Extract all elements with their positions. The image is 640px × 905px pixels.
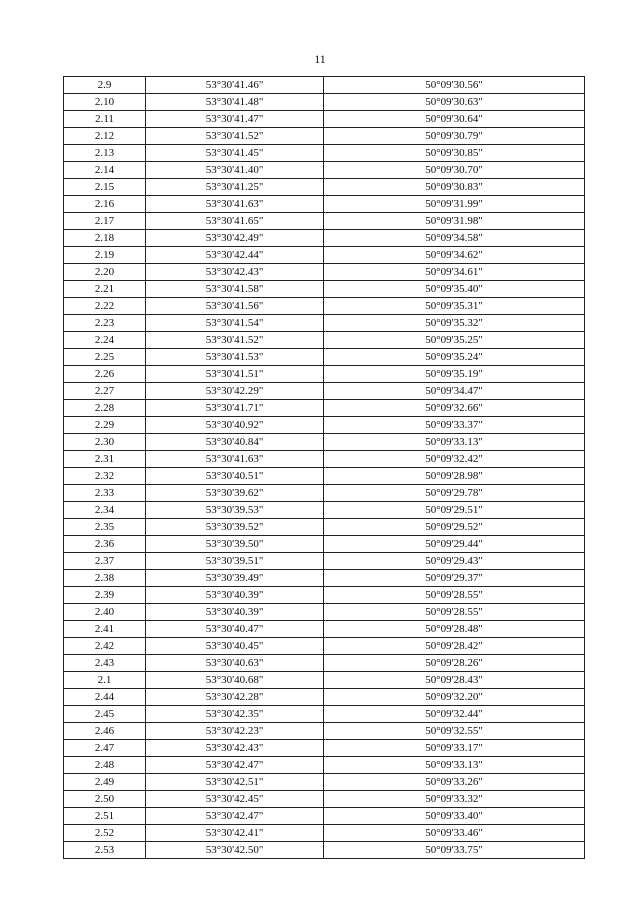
point-number-cell: 2.41: [64, 621, 146, 638]
table-row: [64, 196, 585, 213]
latitude-cell: 53°30'41.40": [146, 162, 324, 179]
point-number-cell: 2.35: [64, 519, 146, 536]
point-number-cell: 2.40: [64, 604, 146, 621]
longitude-cell: 50°09'35.19": [324, 366, 585, 383]
table-row: [64, 842, 585, 859]
table-row: [64, 145, 585, 162]
latitude-cell: 53°30'40.39": [146, 587, 324, 604]
longitude-cell: 50°09'30.56": [324, 77, 585, 94]
point-number-cell: 2.12: [64, 128, 146, 145]
latitude-cell: 53°30'41.45": [146, 145, 324, 162]
point-number-cell: 2.34: [64, 502, 146, 519]
point-number-cell: 2.26: [64, 366, 146, 383]
table-row: [64, 604, 585, 621]
longitude-cell: 50°09'30.85": [324, 145, 585, 162]
latitude-cell: 53°30'41.53": [146, 349, 324, 366]
table-row: [64, 315, 585, 332]
latitude-cell: 53°30'41.52": [146, 332, 324, 349]
point-number-cell: 2.15: [64, 179, 146, 196]
table-row: [64, 451, 585, 468]
longitude-cell: 50°09'33.75": [324, 842, 585, 859]
point-number-cell: 2.51: [64, 808, 146, 825]
longitude-cell: 50°09'35.32": [324, 315, 585, 332]
latitude-cell: 53°30'41.47": [146, 111, 324, 128]
latitude-cell: 53°30'39.62": [146, 485, 324, 502]
longitude-cell: 50°09'29.43": [324, 553, 585, 570]
table-row: [64, 774, 585, 791]
latitude-cell: 53°30'40.45": [146, 638, 324, 655]
point-number-cell: 2.32: [64, 468, 146, 485]
longitude-cell: 50°09'31.98": [324, 213, 585, 230]
coordinates-table-body: [64, 77, 585, 859]
latitude-cell: 53°30'39.53": [146, 502, 324, 519]
point-number-cell: 2.14: [64, 162, 146, 179]
point-number-cell: 2.38: [64, 570, 146, 587]
longitude-cell: 50°09'28.48": [324, 621, 585, 638]
table-row: [64, 536, 585, 553]
point-number-cell: 2.20: [64, 264, 146, 281]
latitude-cell: 53°30'40.68": [146, 672, 324, 689]
latitude-cell: 53°30'39.50": [146, 536, 324, 553]
longitude-cell: 50°09'32.55": [324, 723, 585, 740]
longitude-cell: 50°09'32.66": [324, 400, 585, 417]
latitude-cell: 53°30'42.23": [146, 723, 324, 740]
point-number-cell: 2.23: [64, 315, 146, 332]
longitude-cell: 50°09'35.24": [324, 349, 585, 366]
point-number-cell: 2.16: [64, 196, 146, 213]
longitude-cell: 50°09'29.52": [324, 519, 585, 536]
point-number-cell: 2.19: [64, 247, 146, 264]
latitude-cell: 53°30'41.56": [146, 298, 324, 315]
longitude-cell: 50°09'33.13": [324, 757, 585, 774]
longitude-cell: 50°09'30.70": [324, 162, 585, 179]
latitude-cell: 53°30'41.25": [146, 179, 324, 196]
point-number-cell: 2.42: [64, 638, 146, 655]
table-row: [64, 128, 585, 145]
latitude-cell: 53°30'39.49": [146, 570, 324, 587]
table-row: [64, 332, 585, 349]
latitude-cell: 53°30'39.51": [146, 553, 324, 570]
point-number-cell: 2.48: [64, 757, 146, 774]
point-number-cell: 2.46: [64, 723, 146, 740]
table-row: [64, 349, 585, 366]
table-row: [64, 281, 585, 298]
point-number-cell: 2.28: [64, 400, 146, 417]
point-number-cell: 2.21: [64, 281, 146, 298]
latitude-cell: 53°30'42.29": [146, 383, 324, 400]
longitude-cell: 50°09'32.42": [324, 451, 585, 468]
point-number-cell: 2.44: [64, 689, 146, 706]
longitude-cell: 50°09'33.32": [324, 791, 585, 808]
latitude-cell: 53°30'41.63": [146, 451, 324, 468]
table-row: [64, 638, 585, 655]
table-row: [64, 791, 585, 808]
point-number-cell: 2.45: [64, 706, 146, 723]
point-number-cell: 2.52: [64, 825, 146, 842]
point-number-cell: 2.33: [64, 485, 146, 502]
table-row: [64, 298, 585, 315]
latitude-cell: 53°30'40.39": [146, 604, 324, 621]
longitude-cell: 50°09'34.62": [324, 247, 585, 264]
latitude-cell: 53°30'42.47": [146, 808, 324, 825]
table-row: [64, 655, 585, 672]
latitude-cell: 53°30'41.58": [146, 281, 324, 298]
longitude-cell: 50°09'28.98": [324, 468, 585, 485]
latitude-cell: 53°30'41.52": [146, 128, 324, 145]
latitude-cell: 53°30'42.35": [146, 706, 324, 723]
longitude-cell: 50°09'33.37": [324, 417, 585, 434]
point-number-cell: 2.49: [64, 774, 146, 791]
table-row: [64, 77, 585, 94]
table-row: [64, 740, 585, 757]
table-row: [64, 553, 585, 570]
table-row: [64, 264, 585, 281]
point-number-cell: 2.37: [64, 553, 146, 570]
latitude-cell: 53°30'42.44": [146, 247, 324, 264]
longitude-cell: 50°09'33.40": [324, 808, 585, 825]
point-number-cell: 2.10: [64, 94, 146, 111]
latitude-cell: 53°30'42.51": [146, 774, 324, 791]
table-row: [64, 94, 585, 111]
table-row: [64, 808, 585, 825]
point-number-cell: 2.39: [64, 587, 146, 604]
point-number-cell: 2.24: [64, 332, 146, 349]
point-number-cell: 2.1: [64, 672, 146, 689]
longitude-cell: 50°09'34.61": [324, 264, 585, 281]
coordinates-table: [63, 76, 585, 859]
latitude-cell: 53°30'42.41": [146, 825, 324, 842]
longitude-cell: 50°09'28.26": [324, 655, 585, 672]
latitude-cell: 53°30'41.48": [146, 94, 324, 111]
latitude-cell: 53°30'41.51": [146, 366, 324, 383]
longitude-cell: 50°09'28.55": [324, 587, 585, 604]
point-number-cell: 2.13: [64, 145, 146, 162]
longitude-cell: 50°09'29.37": [324, 570, 585, 587]
longitude-cell: 50°09'32.44": [324, 706, 585, 723]
point-number-cell: 2.25: [64, 349, 146, 366]
point-number-cell: 2.18: [64, 230, 146, 247]
latitude-cell: 53°30'42.28": [146, 689, 324, 706]
table-row: [64, 230, 585, 247]
point-number-cell: 2.9: [64, 77, 146, 94]
table-row: [64, 366, 585, 383]
point-number-cell: 2.30: [64, 434, 146, 451]
latitude-cell: 53°30'41.63": [146, 196, 324, 213]
longitude-cell: 50°09'30.83": [324, 179, 585, 196]
table-row: [64, 417, 585, 434]
longitude-cell: 50°09'28.43": [324, 672, 585, 689]
longitude-cell: 50°09'33.46": [324, 825, 585, 842]
table-row: [64, 502, 585, 519]
latitude-cell: 53°30'41.65": [146, 213, 324, 230]
longitude-cell: 50°09'34.58": [324, 230, 585, 247]
table-row: [64, 621, 585, 638]
longitude-cell: 50°09'35.25": [324, 332, 585, 349]
longitude-cell: 50°09'33.17": [324, 740, 585, 757]
longitude-cell: 50°09'29.44": [324, 536, 585, 553]
longitude-cell: 50°09'30.79": [324, 128, 585, 145]
longitude-cell: 50°09'33.13": [324, 434, 585, 451]
point-number-cell: 2.29: [64, 417, 146, 434]
point-number-cell: 2.53: [64, 842, 146, 859]
table-row: [64, 672, 585, 689]
point-number-cell: 2.11: [64, 111, 146, 128]
longitude-cell: 50°09'30.63": [324, 94, 585, 111]
table-row: [64, 485, 585, 502]
latitude-cell: 53°30'42.45": [146, 791, 324, 808]
latitude-cell: 53°30'40.84": [146, 434, 324, 451]
table-row: [64, 519, 585, 536]
longitude-cell: 50°09'35.40": [324, 281, 585, 298]
latitude-cell: 53°30'39.52": [146, 519, 324, 536]
table-row: [64, 468, 585, 485]
page-number: 11: [314, 52, 326, 66]
longitude-cell: 50°09'33.26": [324, 774, 585, 791]
point-number-cell: 2.43: [64, 655, 146, 672]
latitude-cell: 53°30'40.47": [146, 621, 324, 638]
table-row: [64, 111, 585, 128]
table-row: [64, 587, 585, 604]
longitude-cell: 50°09'28.55": [324, 604, 585, 621]
latitude-cell: 53°30'41.71": [146, 400, 324, 417]
point-number-cell: 2.47: [64, 740, 146, 757]
latitude-cell: 53°30'42.47": [146, 757, 324, 774]
longitude-cell: 50°09'29.51": [324, 502, 585, 519]
longitude-cell: 50°09'29.78": [324, 485, 585, 502]
table-row: [64, 570, 585, 587]
longitude-cell: 50°09'31.99": [324, 196, 585, 213]
latitude-cell: 53°30'42.50": [146, 842, 324, 859]
point-number-cell: 2.17: [64, 213, 146, 230]
point-number-cell: 2.31: [64, 451, 146, 468]
table-row: [64, 825, 585, 842]
latitude-cell: 53°30'40.51": [146, 468, 324, 485]
table-row: [64, 723, 585, 740]
longitude-cell: 50°09'28.42": [324, 638, 585, 655]
point-number-cell: 2.50: [64, 791, 146, 808]
latitude-cell: 53°30'42.49": [146, 230, 324, 247]
latitude-cell: 53°30'42.43": [146, 740, 324, 757]
latitude-cell: 53°30'41.46": [146, 77, 324, 94]
longitude-cell: 50°09'34.47": [324, 383, 585, 400]
table-row: [64, 213, 585, 230]
latitude-cell: 53°30'41.54": [146, 315, 324, 332]
table-row: [64, 757, 585, 774]
point-number-cell: 2.22: [64, 298, 146, 315]
longitude-cell: 50°09'32.20": [324, 689, 585, 706]
longitude-cell: 50°09'35.31": [324, 298, 585, 315]
table-row: [64, 434, 585, 451]
table-row: [64, 383, 585, 400]
table-row: [64, 400, 585, 417]
table-row: [64, 247, 585, 264]
latitude-cell: 53°30'42.43": [146, 264, 324, 281]
longitude-cell: 50°09'30.64": [324, 111, 585, 128]
latitude-cell: 53°30'40.63": [146, 655, 324, 672]
latitude-cell: 53°30'40.92": [146, 417, 324, 434]
table-row: [64, 706, 585, 723]
table-row: [64, 179, 585, 196]
point-number-cell: 2.27: [64, 383, 146, 400]
table-row: [64, 162, 585, 179]
point-number-cell: 2.36: [64, 536, 146, 553]
table-row: [64, 689, 585, 706]
